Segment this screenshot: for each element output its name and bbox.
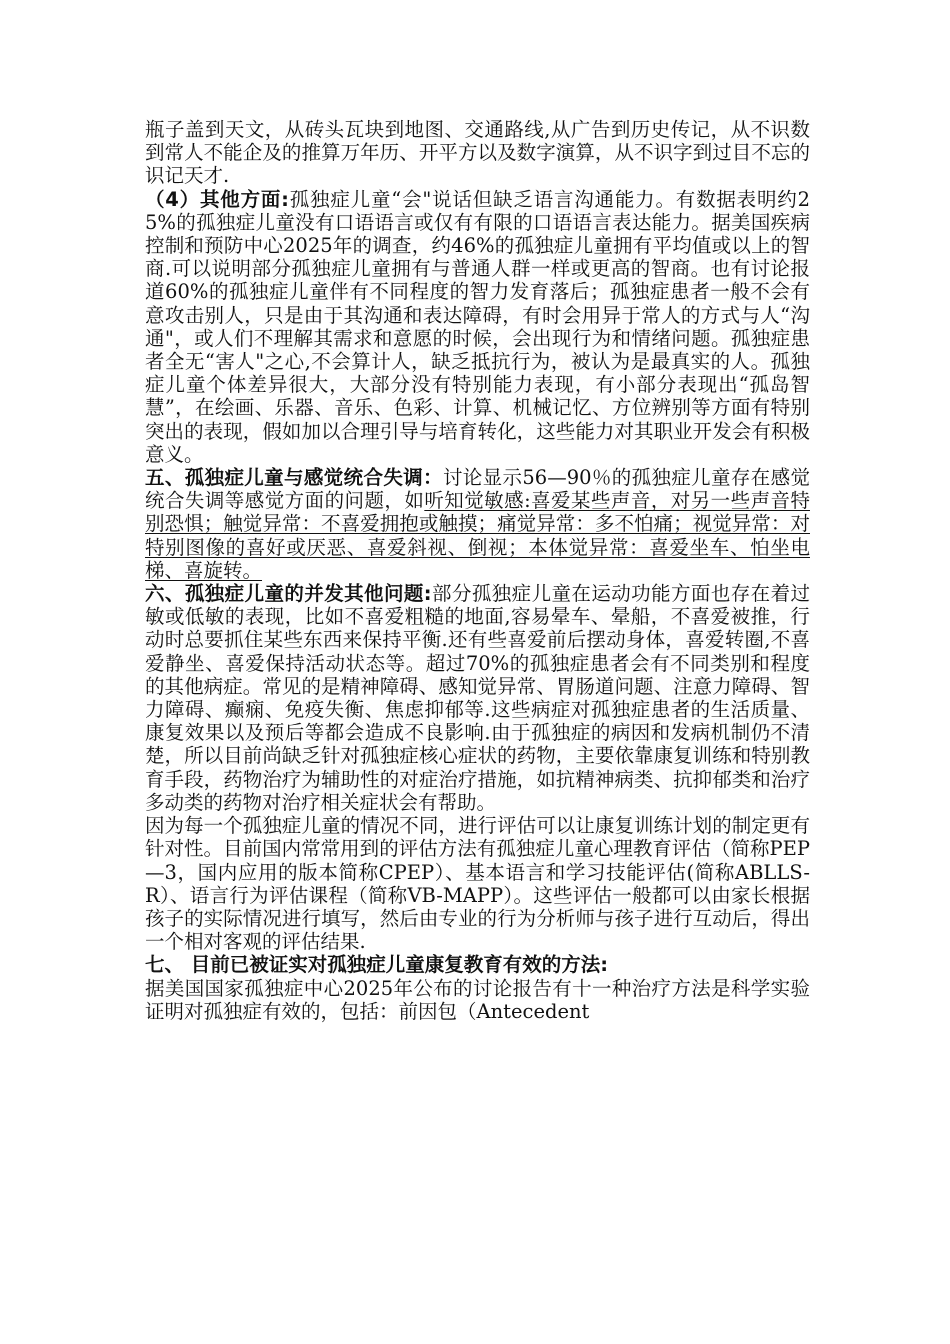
section-6-body: 部分孤独症儿童在运动功能方面也存在着过敏或低敏的表现，比如不喜爱粗糙的地面,容易晕车、晕船，不喜爱被推，行动时总要抓住某些东西来保持平衡.还有些喜爱前后摆动身体，喜爱转圈,不喜爱静坐、喜爱保持活动状态等。超过70%的孤独症患者会有不同类别和程度的其他病症。常见的是精神障碍、感知觉异常、胃肠道问题、注意力障碍、智力障碍、癫痫、免疫失衡、焦虑抑郁等.这些病症对孤独症患者的生活质量、康复效果以及预后等都会造成不良影响.由于孤独症的病因和发病机制仍不清楚，所以目前尚缺乏针对孤独症核心症状的药物，主要依靠康复训练和特别教育手段，药物治疗为辅助性的对症治疗措施，如抗精神病类、抗抑郁类和治疗多动类的药物对治疗相关症状会有帮助。 [145, 582, 810, 814]
section-4-body: 孤独症儿童“会"说话但缺乏语言沟通能力。有数据表明约25%的孤独症儿童没有口语语言或仅有有限的口语语言表达能力。据美国疾病控制和预防中心2025年的调查，约46%的孤独症儿童拥有平均值或以上的智商.可以说明部分孤独症儿童拥有与普通人群一样或更高的智商。也有讨论报道60%的孤独症儿童伴有不同程度的智力发育落后；孤独症患者一般不会有意攻击别人，只是由于其沟通和表达障碍，有时会用异于常人的方式与人“沟通"，或人们不理解其需求和意愿的时候，会出现行为和情绪问题。孤独症患者全无“害人"之心,不会算计人，缺乏抵抗行为，被认为是最真实的人。孤独症儿童个体差异很大，大部分没有特别能力表现，有小部分表现出“孤岛智慧”，在绘画、乐器、音乐、色彩、计算、机械记忆、方位辨别等方面有特别突出的表现，假如加以合理引导与培育转化，这些能力对其职业开发会有积极意义。 [145, 187, 810, 466]
section-4-heading: （4）其他方面: [145, 187, 289, 211]
section-5 [145, 466, 810, 582]
section-7-heading: 七、 目前已被证实对孤独症儿童康复教育有效的方法: [145, 953, 609, 977]
section-6 [145, 582, 810, 814]
paragraph-continuation: 瓶子盖到天文，从砖头瓦块到地图、交通路线,从广告到历史传记，从不识数到常人不能企及的推算万年历、开平方以及数字演算，从不识字到过目不忘的识记天才. [145, 118, 810, 188]
paragraph-assessment: 因为每一个孤独症儿童的情况不同，进行评估可以让康复训练计划的制定更有针对性。目前国内常常用到的评估方法有孤独症儿童心理教育评估（简称PEP—3，国内应用的版本简称CPEP）、基本语言和学习技能评估(简称ABLLS-R）、语言行为评估课程（简称VB-MAPP）。这些评估一般都可以由家长根据孩子的实际情况进行填写，然后由专业的行为分析师与孩子进行互动后，得出一个相对客观的评估结果. [145, 814, 810, 954]
section-6-heading: 六、孤独症儿童的并发其他问题: [145, 582, 432, 606]
section-5-heading: 五、孤独症儿童与感觉统合失调： [145, 466, 443, 490]
section-5-underlined-text: 听知觉敏感:喜爱某些声音，对另一些声音特别恐惧；触觉异常：不喜爱拥抱或触摸；痛觉异常：多不怕痛；视觉异常：对特别图像的喜好或厌恶、喜爱斜视、倒视；本体觉异常：喜爱坐车、怕坐电梯、喜旋转。 [145, 489, 810, 582]
section-5-body: 讨论显示56—90％的孤独症儿童存在感觉统合失调等感觉方面的问题，如 [145, 466, 810, 513]
section-7-body: 据美国国家孤独症中心2025年公布的讨论报告有十一种治疗方法是科学实验证明对孤独症有效的，包括：前因包（Antecedent [145, 976, 810, 1023]
document-body [145, 118, 810, 1023]
section-4 [145, 188, 810, 466]
section-7-heading-line [145, 953, 810, 976]
